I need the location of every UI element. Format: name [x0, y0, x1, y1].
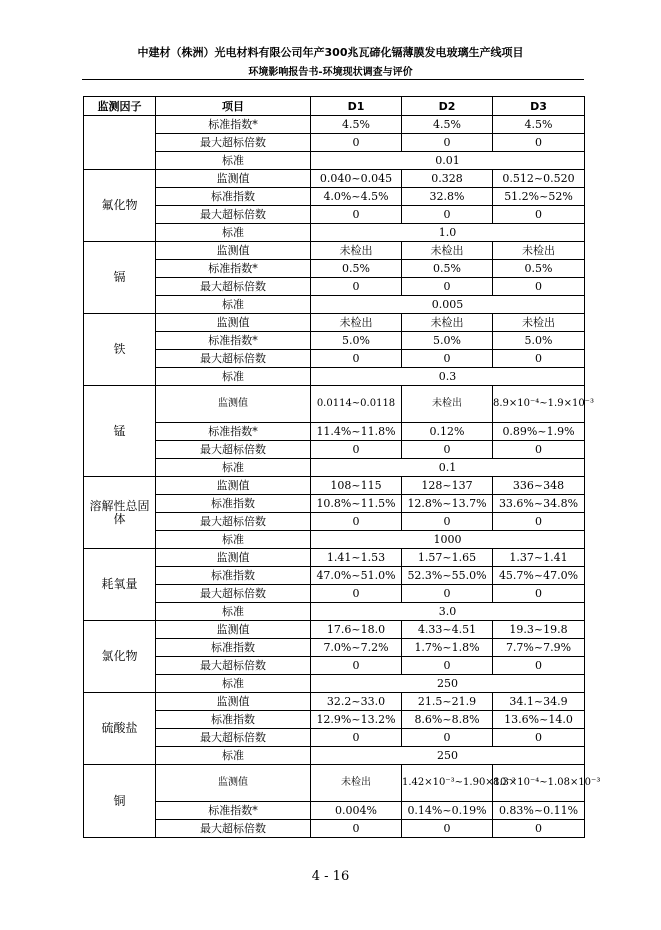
item-cell: 标准 — [156, 368, 311, 386]
value-cell: 0 — [402, 513, 493, 531]
item-cell: 监测值 — [156, 386, 311, 423]
item-cell: 监测值 — [156, 549, 311, 567]
factor-cell: 氯化物 — [84, 621, 156, 693]
value-cell: 13.6%~14.0 — [493, 711, 585, 729]
table-row — [84, 278, 585, 296]
value-cell: 0.5% — [493, 260, 585, 278]
value-cell: 0 — [493, 657, 585, 675]
value-cell: 5.0% — [311, 332, 402, 350]
item-cell: 标准指数 — [156, 188, 311, 206]
value-cell: 未检出 — [402, 242, 493, 260]
table-row — [84, 206, 585, 224]
item-cell: 最大超标倍数 — [156, 657, 311, 675]
table-row — [84, 675, 585, 693]
value-cell: 0 — [311, 657, 402, 675]
item-cell: 监测值 — [156, 170, 311, 188]
standard-value-cell: 1.0 — [311, 224, 585, 242]
item-cell: 标准 — [156, 459, 311, 477]
table-row — [84, 242, 585, 260]
value-cell: 32.2~33.0 — [311, 693, 402, 711]
item-cell: 标准指数* — [156, 116, 311, 134]
value-cell: 1.42×10⁻³~1.90×10⁻³ — [402, 765, 493, 802]
item-cell: 监测值 — [156, 621, 311, 639]
value-cell: 12.9%~13.2% — [311, 711, 402, 729]
factor-cell: 镉 — [84, 242, 156, 314]
value-cell: 未检出 — [402, 314, 493, 332]
item-cell: 标准指数* — [156, 260, 311, 278]
value-cell: 8.3×10⁻⁴~1.08×10⁻³ — [493, 765, 585, 802]
table-row — [84, 134, 585, 152]
value-cell: 5.0% — [493, 332, 585, 350]
value-cell: 0.004% — [311, 802, 402, 820]
item-cell: 标准指数 — [156, 495, 311, 513]
item-cell: 最大超标倍数 — [156, 729, 311, 747]
value-cell: 51.2%~52% — [493, 188, 585, 206]
table-row — [84, 477, 585, 495]
value-cell: 1.37~1.41 — [493, 549, 585, 567]
header-rule — [82, 79, 584, 80]
item-cell: 最大超标倍数 — [156, 350, 311, 368]
item-cell: 标准 — [156, 531, 311, 549]
table-row — [84, 621, 585, 639]
value-cell: 0 — [493, 513, 585, 531]
column-header: 项目 — [156, 97, 311, 116]
table-row — [84, 585, 585, 603]
value-cell: 32.8% — [402, 188, 493, 206]
item-cell: 监测值 — [156, 314, 311, 332]
table-row — [84, 693, 585, 711]
value-cell: 0 — [402, 278, 493, 296]
value-cell: 未检出 — [493, 314, 585, 332]
value-cell: 34.1~34.9 — [493, 693, 585, 711]
item-cell: 监测值 — [156, 693, 311, 711]
table-row — [84, 188, 585, 206]
value-cell: 0 — [402, 585, 493, 603]
value-cell: 0.5% — [402, 260, 493, 278]
item-cell: 标准 — [156, 675, 311, 693]
table-row — [84, 423, 585, 441]
table-row — [84, 368, 585, 386]
column-header: D2 — [402, 97, 493, 116]
value-cell: 0.512~0.520 — [493, 170, 585, 188]
table-row — [84, 441, 585, 459]
item-cell: 最大超标倍数 — [156, 585, 311, 603]
value-cell: 0 — [493, 206, 585, 224]
standard-value-cell: 250 — [311, 747, 585, 765]
document-header-title: 中建材（株洲）光电材料有限公司年产300兆瓦碲化镉薄膜发电玻璃生产线项目 — [137, 46, 524, 59]
value-cell: 4.5% — [493, 116, 585, 134]
factor-cell: 锰 — [84, 386, 156, 477]
value-cell: 0.328 — [402, 170, 493, 188]
value-cell: 0 — [493, 585, 585, 603]
table-row — [84, 549, 585, 567]
factor-cell: 耗氧量 — [84, 549, 156, 621]
table-row — [84, 116, 585, 134]
table-row — [84, 459, 585, 477]
value-cell: 8.6%~8.8% — [402, 711, 493, 729]
value-cell: 0 — [402, 350, 493, 368]
value-cell: 0.89%~1.9% — [493, 423, 585, 441]
value-cell: 1.41~1.53 — [311, 549, 402, 567]
table-header-row — [84, 97, 585, 116]
value-cell: 1.57~1.65 — [402, 549, 493, 567]
column-header: D3 — [493, 97, 585, 116]
table-row — [84, 350, 585, 368]
table-row — [84, 314, 585, 332]
item-cell: 最大超标倍数 — [156, 278, 311, 296]
item-cell: 标准 — [156, 224, 311, 242]
table-row — [84, 567, 585, 585]
value-cell: 0 — [493, 350, 585, 368]
value-cell: 0.83%~0.11% — [493, 802, 585, 820]
value-cell: 0.5% — [311, 260, 402, 278]
value-cell: 17.6~18.0 — [311, 621, 402, 639]
value-cell: 0 — [311, 278, 402, 296]
factor-cell — [84, 116, 156, 170]
value-cell: 0 — [493, 278, 585, 296]
monitoring-table — [83, 96, 601, 838]
standard-value-cell: 1000 — [311, 531, 585, 549]
table-row — [84, 747, 585, 765]
value-cell: 0.12% — [402, 423, 493, 441]
value-cell: 19.3~19.8 — [493, 621, 585, 639]
value-cell: 0 — [311, 820, 402, 838]
table-row — [84, 820, 585, 838]
value-cell: 0.0114~0.0118 — [311, 386, 402, 423]
value-cell: 0.040~0.045 — [311, 170, 402, 188]
table-row — [84, 386, 585, 423]
standard-value-cell: 250 — [311, 675, 585, 693]
factor-cell: 铁 — [84, 314, 156, 386]
item-cell: 标准 — [156, 747, 311, 765]
value-cell: 0 — [402, 441, 493, 459]
value-cell: 1.7%~1.8% — [402, 639, 493, 657]
factor-cell: 铜 — [84, 765, 156, 838]
table-row — [84, 224, 585, 242]
item-cell: 标准 — [156, 296, 311, 314]
value-cell: 108~115 — [311, 477, 402, 495]
item-cell: 监测值 — [156, 765, 311, 802]
table-row — [84, 657, 585, 675]
value-cell: 未检出 — [311, 765, 402, 802]
table-row — [84, 170, 585, 188]
value-cell: 0 — [402, 206, 493, 224]
value-cell: 8.9×10⁻⁴~1.9×10⁻³ — [493, 386, 585, 423]
standard-value-cell: 3.0 — [311, 603, 585, 621]
table-row — [84, 495, 585, 513]
value-cell: 0 — [402, 657, 493, 675]
value-cell: 52.3%~55.0% — [402, 567, 493, 585]
item-cell: 最大超标倍数 — [156, 820, 311, 838]
value-cell: 0 — [311, 134, 402, 152]
item-cell: 最大超标倍数 — [156, 441, 311, 459]
value-cell: 33.6%~34.8% — [493, 495, 585, 513]
value-cell: 4.5% — [402, 116, 493, 134]
value-cell: 4.0%~4.5% — [311, 188, 402, 206]
standard-value-cell: 0.005 — [311, 296, 585, 314]
value-cell: 128~137 — [402, 477, 493, 495]
table-row — [84, 711, 585, 729]
value-cell: 7.0%~7.2% — [311, 639, 402, 657]
item-cell: 标准指数 — [156, 639, 311, 657]
table-row — [84, 802, 585, 820]
value-cell: 0 — [311, 729, 402, 747]
value-cell: 12.8%~13.7% — [402, 495, 493, 513]
table-row — [84, 639, 585, 657]
value-cell: 11.4%~11.8% — [311, 423, 402, 441]
value-cell: 0 — [311, 585, 402, 603]
item-cell: 标准指数* — [156, 802, 311, 820]
value-cell: 0.14%~0.19% — [402, 802, 493, 820]
factor-cell: 氟化物 — [84, 170, 156, 242]
value-cell: 0 — [311, 513, 402, 531]
table-row — [84, 296, 585, 314]
value-cell: 未检出 — [493, 242, 585, 260]
table-row — [84, 513, 585, 531]
table-row — [84, 260, 585, 278]
page-number: 4 - 16 — [311, 869, 350, 884]
item-cell: 最大超标倍数 — [156, 134, 311, 152]
value-cell: 0 — [402, 134, 493, 152]
table-row — [84, 729, 585, 747]
value-cell: 336~348 — [493, 477, 585, 495]
value-cell: 0 — [493, 441, 585, 459]
value-cell: 0 — [311, 350, 402, 368]
value-cell: 未检出 — [402, 386, 493, 423]
table-body — [84, 116, 601, 838]
table-row — [84, 603, 585, 621]
item-cell: 标准指数 — [156, 711, 311, 729]
column-header: D1 — [311, 97, 402, 116]
item-cell: 标准 — [156, 152, 311, 170]
value-cell: 0 — [311, 441, 402, 459]
item-cell: 最大超标倍数 — [156, 513, 311, 531]
value-cell: 4.5% — [311, 116, 402, 134]
factor-cell: 硫酸盐 — [84, 693, 156, 765]
value-cell: 未检出 — [311, 314, 402, 332]
value-cell: 7.7%~7.9% — [493, 639, 585, 657]
table-row — [84, 531, 585, 549]
value-cell: 10.8%~11.5% — [311, 495, 402, 513]
item-cell: 标准指数* — [156, 423, 311, 441]
value-cell: 0 — [493, 729, 585, 747]
item-cell: 标准 — [156, 603, 311, 621]
table-row — [84, 765, 585, 802]
value-cell: 未检出 — [311, 242, 402, 260]
item-cell: 最大超标倍数 — [156, 206, 311, 224]
value-cell: 4.33~4.51 — [402, 621, 493, 639]
item-cell: 监测值 — [156, 242, 311, 260]
value-cell: 0 — [402, 729, 493, 747]
value-cell: 21.5~21.9 — [402, 693, 493, 711]
value-cell: 5.0% — [402, 332, 493, 350]
standard-value-cell: 0.1 — [311, 459, 585, 477]
value-cell: 0 — [493, 820, 585, 838]
factor-cell: 溶解性总固体 — [84, 477, 156, 549]
item-cell: 标准指数* — [156, 332, 311, 350]
table-row — [84, 152, 585, 170]
value-cell: 0 — [311, 206, 402, 224]
value-cell: 45.7%~47.0% — [493, 567, 585, 585]
value-cell: 0 — [493, 134, 585, 152]
table-row — [84, 332, 585, 350]
value-cell: 0 — [402, 820, 493, 838]
document-header-subtitle: 环境影响报告书-环境现状调查与评价 — [248, 67, 413, 78]
item-cell: 标准指数 — [156, 567, 311, 585]
standard-value-cell: 0.3 — [311, 368, 585, 386]
value-cell: 47.0%~51.0% — [311, 567, 402, 585]
standard-value-cell: 0.01 — [311, 152, 585, 170]
item-cell: 监测值 — [156, 477, 311, 495]
column-header: 监测因子 — [84, 97, 156, 116]
